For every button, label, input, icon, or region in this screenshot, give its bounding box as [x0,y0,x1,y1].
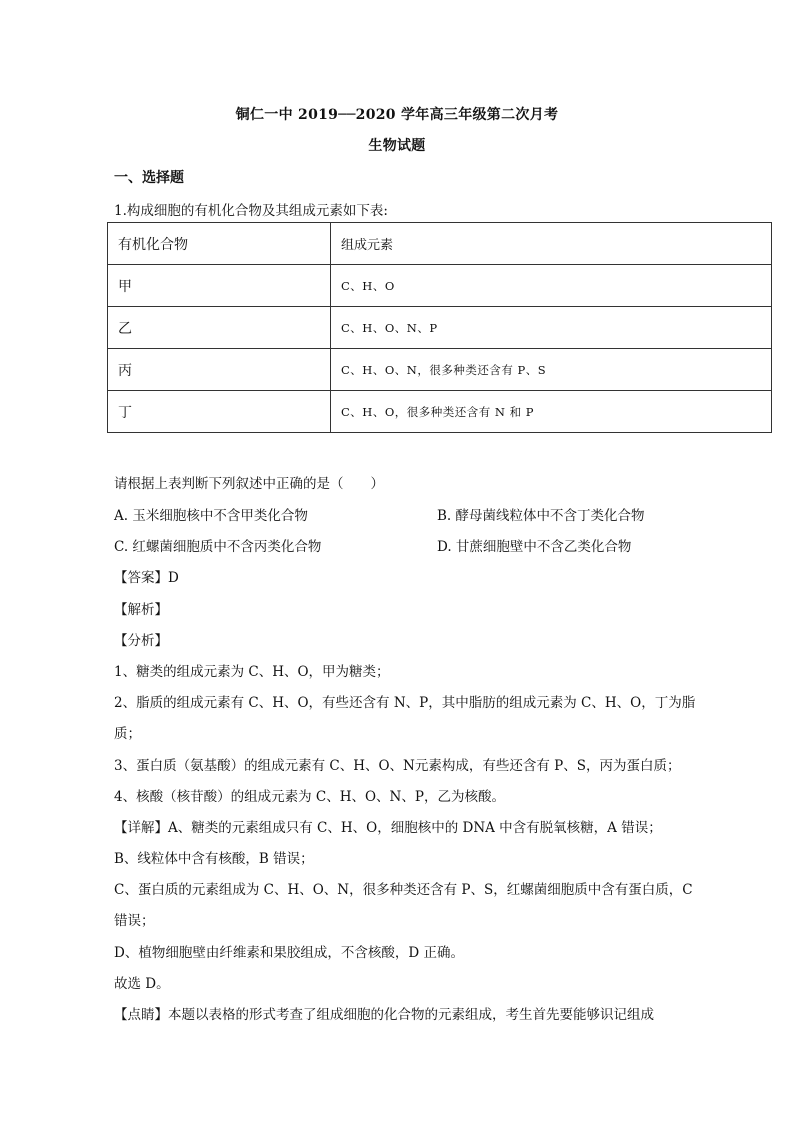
analysis-point-1: 1、糖类的组成元素为 C、H、O，甲为糖类； [114,664,390,680]
table-row [108,265,772,307]
composition-table [107,222,772,433]
question-stem: 1.构成细胞的有机化合物及其组成元素如下表: [114,203,388,219]
analysis-point-3: 3、蛋白质（氨基酸）的组成元素有 C、H、O、N元素构成，有些还含有 P、S，丙为蛋白质； [114,758,681,774]
analysis-point-2-cont: 质； [114,726,141,742]
exam-subject: 生物试题 [368,138,426,154]
conclusion: 故选 D。 [114,976,170,992]
exam-title: 铜仁一中 2019──2020 学年高三年级第二次月考 [235,107,559,123]
table-header-cell: 组成元素 [331,223,772,265]
table-row [108,307,772,349]
detail-b: B、线粒体中含有核酸，B 错误； [114,851,314,867]
table-row [108,391,772,433]
table-header-cell: 有机化合物 [108,223,331,265]
table-cell-elements: C、H、O，很多种类还含有 N 和 P [331,391,772,433]
table-header-row [108,223,772,265]
analysis-point-4: 4、核酸（核苷酸）的组成元素为 C、H、O、N、P，乙为核酸。 [114,789,505,805]
detail-c-cont: 错误； [114,913,155,929]
detail-c: C、蛋白质的元素组成为 C、H、O、N，很多种类还含有 P、S，红螺菌细胞质中含有蛋白质，C [114,882,693,898]
fenxi-label: 【分析】 [114,633,168,649]
table-cell-elements: C、H、O [331,265,772,307]
option-d: D. 甘蔗细胞壁中不含乙类化合物 [437,539,632,555]
answer-line: 【答案】D [114,570,179,586]
table-cell-compound: 乙 [108,307,331,349]
question-prompt: 请根据上表判断下列叙述中正确的是（ ） [114,476,384,492]
section-heading: 一、选择题 [114,170,184,186]
table-cell-elements: C、H、O、N、P [331,307,772,349]
option-a: A. 玉米细胞核中不含甲类化合物 [114,508,308,524]
table-cell-compound: 丙 [108,349,331,391]
analysis-label: 【解析】 [114,602,168,618]
table-cell-compound: 丁 [108,391,331,433]
option-b: B. 酵母菌线粒体中不含丁类化合物 [437,508,645,524]
table-row [108,349,772,391]
comment-line: 【点睛】本题以表格的形式考查了组成细胞的化合物的元素组成，考生首先要能够识记组成 [114,1007,654,1023]
detail-a: 【详解】A、糖类的元素组成只有 C、H、O，细胞核中的 DNA 中含有脱氧核糖，A 错误； [114,820,662,836]
table-cell-elements: C、H、O、N，很多种类还含有 P、S [331,349,772,391]
table-cell-compound: 甲 [108,265,331,307]
detail-d: D、植物细胞壁由纤维素和果胶组成，不含核酸，D 正确。 [114,945,464,961]
analysis-point-2: 2、脂质的组成元素有 C、H、O，有些还含有 N、P，其中脂肪的组成元素为 C、H、O，丁为脂 [114,695,696,711]
option-c: C. 红螺菌细胞质中不含丙类化合物 [114,539,322,555]
